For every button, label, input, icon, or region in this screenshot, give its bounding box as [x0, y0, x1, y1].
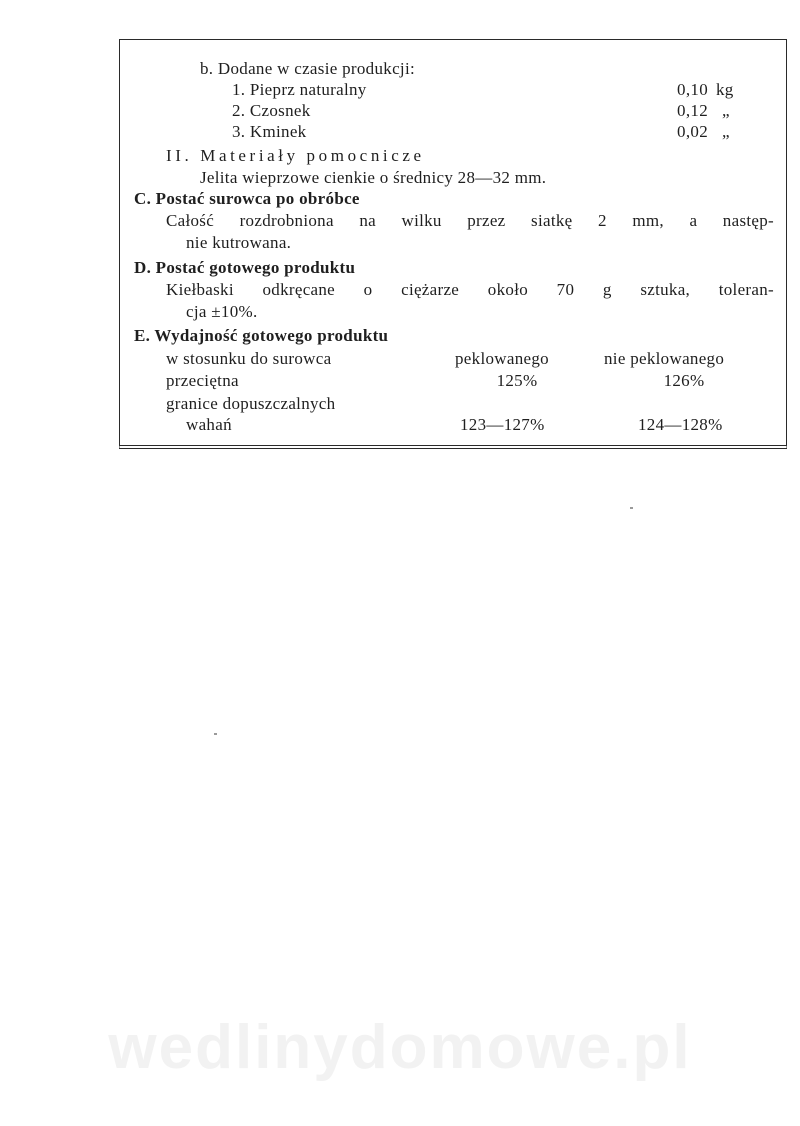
section-b-header: b. Dodane w czasie produkcji:	[200, 59, 415, 78]
yield-header-label: w stosunku do surowca	[166, 349, 332, 368]
section-C-title: C. Postać surowca po obróbce	[134, 189, 360, 208]
yield-range-col1: 123—127%	[460, 415, 545, 434]
ingredient-amount: 0,02	[677, 122, 708, 141]
section-D-line2: cja ±10%.	[186, 302, 258, 321]
yield-avg-col2: 126%	[663, 371, 705, 390]
ingredient-amount: 0,10	[677, 80, 708, 99]
ingredient-name: 3. Kminek	[232, 122, 307, 141]
yield-avg-label: przeciętna	[166, 371, 239, 390]
ingredient-name: 1. Pieprz naturalny	[232, 80, 367, 99]
watermark-text: wedlinydomowe.pl	[108, 1013, 692, 1082]
yield-avg-col1: 125%	[496, 371, 538, 390]
yield-range-label-1: granice dopuszczalnych	[166, 394, 336, 413]
yield-range-col2: 124—128%	[638, 415, 723, 434]
section-II-title: II. Materiały pomocnicze	[166, 146, 425, 165]
ingredient-name: 2. Czosnek	[232, 101, 311, 120]
yield-col1-header: peklowanego	[455, 349, 549, 368]
scan-speck	[214, 733, 217, 735]
ingredient-unit: „	[722, 101, 730, 120]
section-C-line1: Całość rozdrobniona na wilku przez siatkę 2 mm, a następ-	[166, 211, 774, 230]
ingredient-unit: „	[722, 122, 730, 141]
section-II-text: Jelita wieprzowe cienkie o średnicy 28—32 mm.	[200, 168, 547, 187]
ingredient-amount: 0,12	[677, 101, 708, 120]
ingredient-unit: kg	[716, 80, 734, 99]
section-D-title: D. Postać gotowego produktu	[134, 258, 356, 277]
scan-speck	[630, 507, 633, 509]
yield-col2-header: nie peklowanego	[604, 349, 725, 368]
section-D-line1: Kiełbaski odkręcane o ciężarze około 70 g sztuka, toleran-	[166, 280, 774, 299]
section-E-title: E. Wydajność gotowego produktu	[134, 326, 389, 345]
section-C-line2: nie kutrowana.	[186, 233, 292, 252]
yield-range-label-2: wahań	[186, 415, 232, 434]
